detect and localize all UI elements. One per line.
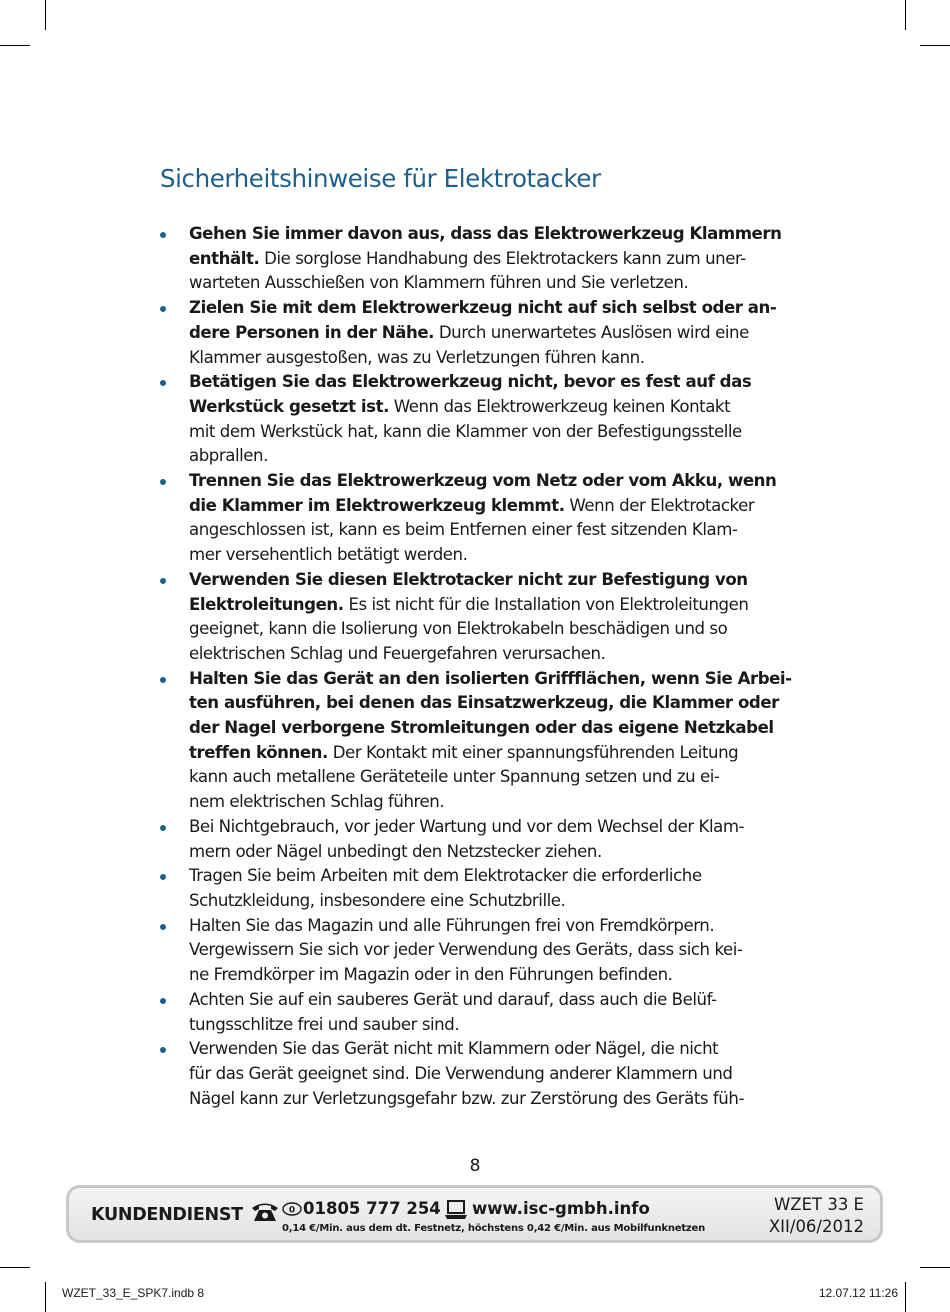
safety-rule-item — [160, 815, 800, 864]
rule-text: warteten Ausschießen von Klammern führen und Sie verletzen. — [189, 273, 689, 293]
rule-bold-text: Halten Sie das Gerät an den isolierten Griffflächen, wenn Sie Arbei- — [189, 668, 792, 688]
rule-text-line — [189, 1013, 800, 1038]
rule-text-line — [189, 889, 800, 914]
bullet-icon — [160, 924, 166, 930]
rule-text: abprallen. — [189, 446, 268, 466]
rule-text: mer versehentlich betätigt werden. — [189, 545, 468, 565]
edition-date: XII/06/2012 — [768, 1217, 864, 1236]
rule-text-line — [189, 1062, 800, 1087]
rule-text-line — [189, 518, 800, 543]
bullet-icon — [160, 232, 166, 238]
rule-text: Klammer ausgestoßen, was zu Verletzungen führen kann. — [189, 347, 645, 367]
rule-text: geeignet, kann die Isolierung von Elektrokabeln beschädigen und so — [189, 619, 728, 639]
bullet-icon — [160, 479, 166, 485]
bullet-icon — [160, 874, 166, 880]
svg-text:0: 0 — [288, 1205, 296, 1216]
rule-text-line — [189, 765, 800, 790]
hotline-number: 01805 777 254 — [303, 1199, 441, 1218]
rule-text-line — [189, 370, 800, 395]
rule-text: Wenn der Elektrotacker — [564, 495, 755, 515]
crop-mark — [920, 45, 950, 46]
rule-text-line — [189, 691, 800, 716]
bullet-icon — [160, 578, 166, 584]
rule-text-line — [189, 222, 800, 247]
print-slug-timestamp: 12.07.12 11:26 — [818, 1286, 898, 1300]
page-title: Sicherheitshinweise für Elektrotacker — [160, 164, 601, 193]
model-info — [769, 1194, 864, 1238]
model-number: WZET 33 E — [773, 1195, 864, 1214]
rule-text-line — [189, 346, 800, 371]
rule-text-line — [189, 247, 800, 272]
rule-bold-text: Gehen Sie immer davon aus, dass das Elektrowerkzeug Klammern — [189, 224, 782, 243]
bullet-icon — [160, 998, 166, 1004]
rule-text-line — [189, 741, 800, 766]
rule-text-line — [189, 642, 800, 667]
rule-bold-text: Verwenden Sie diesen Elektrotacker nicht zur Befestigung von — [189, 569, 748, 589]
bullet-icon — [160, 825, 166, 831]
rule-text-line — [189, 444, 800, 469]
rule-text-line — [189, 617, 800, 642]
rule-text-line — [189, 716, 800, 741]
rule-text-line — [189, 296, 800, 321]
crop-mark — [905, 0, 906, 30]
rule-bold-text: Elektroleitungen. — [189, 594, 344, 614]
safety-rule-item — [160, 988, 800, 1037]
rule-text-line — [189, 988, 800, 1013]
safety-rule-item — [160, 667, 800, 815]
crop-mark — [905, 1282, 906, 1312]
bullet-icon — [160, 380, 166, 386]
safety-rule-item — [160, 469, 800, 568]
safety-rules-list — [160, 222, 800, 1111]
rule-text-line — [189, 667, 800, 692]
rule-text: Es ist nicht für die Installation von Elektroleitungen — [343, 594, 749, 614]
rule-bold-text: die Klammer im Elektrowerkzeug klemmt. — [189, 495, 565, 515]
rule-text: Schutzkleidung, insbesondere eine Schutzbrille. — [189, 890, 566, 910]
safety-rule-item — [160, 222, 800, 296]
rule-text-line — [189, 395, 800, 420]
page-number: 8 — [469, 1156, 481, 1176]
rule-text-line — [189, 864, 800, 889]
rule-bold-text: enthält. — [189, 248, 260, 268]
bullet-icon — [160, 1047, 166, 1053]
rule-text: kann auch metallene Geräteteile unter Spannung setzen und zu ei- — [189, 767, 720, 787]
rule-text-line — [189, 271, 800, 296]
safety-rule-item — [160, 296, 800, 370]
rule-text: elektrischen Schlag und Feuergefahren verursachen. — [189, 643, 606, 663]
rule-text: Achten Sie auf ein sauberes Gerät und darauf, dass auch die Belüf- — [189, 989, 717, 1009]
service-number-icon — [282, 1201, 302, 1220]
rule-bold-text: Zielen Sie mit dem Elektrowerkzeug nicht auf sich selbst oder an- — [189, 298, 777, 318]
safety-rule-item — [160, 914, 800, 988]
rule-text: Wenn das Elektrowerkzeug keinen Kontakt — [388, 396, 731, 416]
rule-text-line — [189, 914, 800, 939]
rule-text: ne Fremdkörper im Magazin oder in den Führungen befinden. — [189, 965, 673, 985]
call-rates-note: 0,14 €/Min. aus dem dt. Festnetz, höchstens 0,42 €/Min. aus Mobilfunknetzen — [282, 1223, 706, 1234]
rule-text: mit dem Werkstück hat, kann die Klammer von der Befestigungsstelle — [189, 421, 742, 441]
rule-text: für das Gerät geeignet sind. Die Verwendung anderer Klammern und — [189, 1063, 733, 1083]
rule-text-line — [189, 420, 800, 445]
print-slug-file: WZET_33_E_SPK7.indb 8 — [62, 1286, 205, 1300]
telephone-icon — [250, 1201, 280, 1227]
rule-bold-text: ten ausführen, bei denen das Einsatzwerkzeug, die Klammer oder — [189, 693, 779, 713]
crop-mark — [45, 0, 46, 30]
rule-text: Halten Sie das Magazin und alle Führungen frei von Fremdkörpern. — [189, 915, 715, 935]
rule-text: mern oder Nägel unbedingt den Netzstecker ziehen. — [189, 841, 602, 861]
rule-text-line — [189, 593, 800, 618]
safety-rule-item — [160, 370, 800, 469]
rule-text: Die sorglose Handhabung des Elektrotackers kann zum uner- — [259, 248, 746, 268]
rule-text-line — [189, 321, 800, 346]
safety-rule-item — [160, 864, 800, 913]
safety-rule-item — [160, 1037, 800, 1111]
website-link[interactable]: www.isc-gmbh.info — [472, 1199, 650, 1218]
customer-service-bar — [66, 1185, 883, 1243]
laptop-icon — [444, 1200, 468, 1224]
rule-text-line — [189, 1087, 800, 1112]
crop-mark — [920, 1267, 950, 1268]
rule-text-line — [189, 494, 800, 519]
rule-bold-text: Betätigen Sie das Elektrowerkzeug nicht, bevor es fest auf das — [189, 372, 752, 392]
rule-text: Verwenden Sie das Gerät nicht mit Klammern oder Nägel, die nicht — [189, 1039, 719, 1059]
rule-text: Durch unerwartetes Auslösen wird eine — [434, 322, 749, 342]
safety-rule-item — [160, 568, 800, 667]
rule-text-line — [189, 963, 800, 988]
rule-text-line — [189, 815, 800, 840]
rule-text: Bei Nichtgebrauch, vor jeder Wartung und vor dem Wechsel der Klam- — [189, 816, 745, 836]
rule-text: Nägel kann zur Verletzungsgefahr bzw. zur Zerstörung des Geräts füh- — [189, 1088, 744, 1108]
rule-text-line — [189, 543, 800, 568]
crop-mark — [0, 45, 30, 46]
crop-mark — [45, 1282, 46, 1312]
crop-mark — [0, 1267, 30, 1268]
rule-text-line — [189, 938, 800, 963]
rule-text-line — [189, 840, 800, 865]
rule-text: Tragen Sie beim Arbeiten mit dem Elektrotacker die erforderliche — [189, 866, 702, 886]
rule-bold-text: treffen können. — [189, 742, 328, 762]
bullet-icon — [160, 306, 166, 312]
rule-bold-text: Werkstück gesetzt ist. — [189, 396, 389, 416]
rule-bold-text: Trennen Sie das Elektrowerkzeug vom Netz oder vom Akku, wenn — [189, 471, 777, 491]
rule-text-line — [189, 568, 800, 593]
rule-text: Der Kontakt mit einer spannungsführenden Leitung — [327, 742, 739, 762]
rule-bold-text: der Nagel verborgene Stromleitungen oder das eigene Netzkabel — [189, 718, 774, 738]
rule-text-line — [189, 469, 800, 494]
rule-text: tungsschlitze frei und sauber sind. — [189, 1014, 460, 1034]
rule-text: angeschlossen ist, kann es beim Entfernen einer fest sitzenden Klam- — [189, 520, 738, 540]
bullet-icon — [160, 677, 166, 683]
rule-text: nem elektrischen Schlag führen. — [189, 792, 445, 812]
rule-bold-text: dere Personen in der Nähe. — [189, 322, 435, 342]
rule-text: Vergewissern Sie sich vor jeder Verwendung des Geräts, dass sich kei- — [189, 940, 743, 960]
rule-text-line — [189, 1037, 800, 1062]
rule-text-line — [189, 790, 800, 815]
customer-service-label: KUNDENDIENST — [91, 1205, 243, 1225]
